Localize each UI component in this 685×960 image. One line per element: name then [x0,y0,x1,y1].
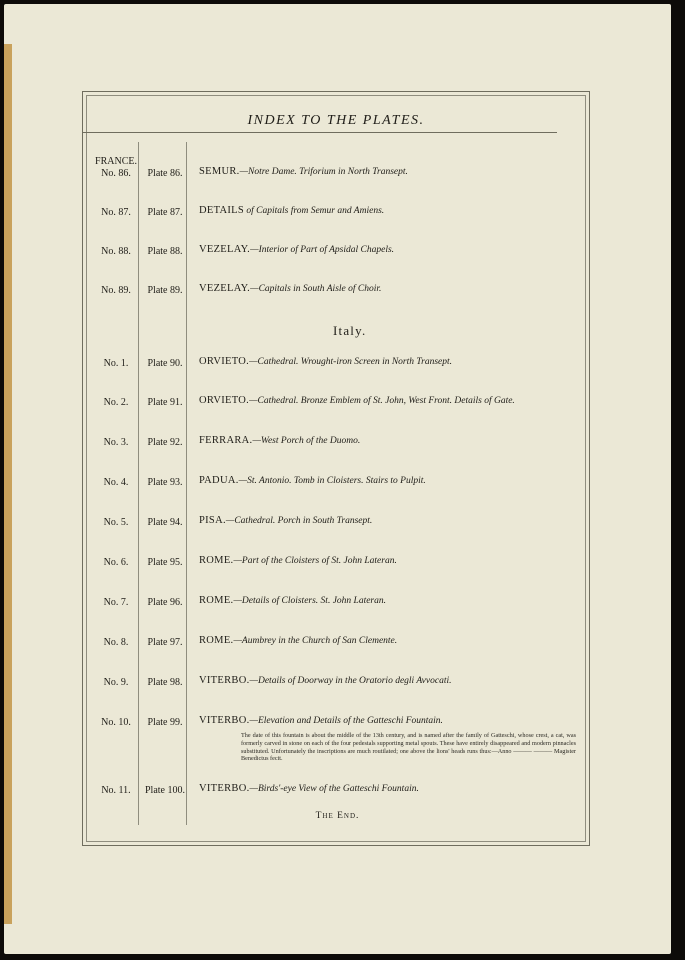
row-description [199,635,397,646]
row-description [199,395,515,406]
row-place: VITERBO. [199,783,250,794]
row-plate: Plate 96. [147,597,183,608]
index-row [4,433,671,453]
row-place: PISA. [199,515,226,526]
row-number: No. 10. [101,717,131,728]
row-place: SEMUR. [199,166,240,177]
row-detail: —Capitals in South Aisle of Choir. [250,284,382,294]
row-description [199,715,443,726]
index-row [4,633,671,653]
index-row [4,281,671,301]
row-description [199,205,384,216]
row-description [199,435,360,446]
row-number: No. 11. [101,785,131,796]
index-row [4,673,671,693]
row-detail: —Aumbrey in the Church of San Clemente. [233,636,398,646]
row-detail: —Cathedral. Wrought-iron Screen in North Transept. [249,357,453,367]
row-detail: —Notre Dame. Triforium in North Transept. [239,167,408,177]
row-number: No. 86. [101,168,131,179]
row-plate: Plate 92. [147,437,183,448]
row-plate: Plate 99. [147,717,183,728]
row-description [199,783,419,794]
row-plate: Plate 87. [147,207,183,218]
row-detail: —St. Antonio. Tomb in Cloisters. Stairs to Pulpit. [238,476,426,486]
row-place: ORVIETO. [199,356,250,367]
row-plate: Plate 95. [147,557,183,568]
title-rule [83,132,557,133]
row-detail: of Capitals from Semur and Amiens. [244,206,385,216]
row-description [199,283,381,294]
row-number: No. 6. [103,557,129,568]
row-place: VEZELAY. [199,283,251,294]
section-heading-italy: Italy. [333,323,367,338]
row-description [199,675,451,686]
row-place: ORVIETO. [199,395,250,406]
row-description [199,166,408,177]
row-place: ROME. [199,595,234,606]
index-row [4,473,671,493]
row-number: No. 1. [103,358,129,369]
row-plate: Plate 88. [147,246,183,257]
page-title: INDEX TO THE PLATES. [247,113,425,128]
row-description [199,475,426,486]
row-number: No. 4. [103,477,129,488]
row-description [199,244,394,255]
row-number: No. 87. [101,207,131,218]
book-page [4,4,671,954]
row-number: No. 9. [103,677,129,688]
row-detail: —Part of the Cloisters of St. John Lateran. [233,556,397,566]
row-detail: —Cathedral. Bronze Emblem of St. John, West Front. Details of Gate. [249,396,515,406]
row-place: PADUA. [199,475,239,486]
row-plate: Plate 89. [147,285,183,296]
row-number: No. 5. [103,517,129,528]
row-plate: Plate 100. [145,785,185,796]
row-number: No. 8. [103,637,129,648]
row-place: ROME. [199,635,234,646]
the-end-label: The End. [315,811,360,821]
row-description [199,595,386,606]
fountain-footnote: The date of this fountain is about the middle of the 13th century, and is named after the family of Gatteschi, whose crest, a cat, was formerly carved in stone on each of the four pedestals supporting metal spouts. These have entirely disappeared and modern pinnacles substituted. Unfortunately the inscriptions are much routilated; one above the lions' heads runs thus:—Anno ——— ——— Magister Benedictus fecit. [241,732,576,763]
row-place: ROME. [199,555,234,566]
row-detail: —Elevation and Details of the Gatteschi Fountain. [249,716,443,726]
row-place: VITERBO. [199,675,250,686]
row-place: DETAILS [199,205,245,216]
row-description [199,555,397,566]
row-plate: Plate 90. [147,358,183,369]
row-description [199,356,452,367]
row-number: No. 7. [103,597,129,608]
index-row [4,781,671,801]
section-label-france: FRANCE. [95,156,137,167]
row-plate: Plate 91. [147,397,183,408]
row-number: No. 2. [103,397,129,408]
row-plate: Plate 97. [147,637,183,648]
index-row [4,593,671,613]
row-plate: Plate 98. [147,677,183,688]
row-detail: —Details of Cloisters. St. John Lateran. [233,596,387,606]
index-row [4,513,671,533]
row-plate: Plate 94. [147,517,183,528]
row-description [199,515,372,526]
row-number: No. 88. [101,246,131,257]
index-row [4,242,671,262]
index-row [4,164,671,184]
row-place: VEZELAY. [199,244,251,255]
row-detail: —Birds'-eye View of the Gatteschi Fountain. [249,784,419,794]
row-detail: —Cathedral. Porch in South Transept. [225,516,373,526]
index-row [4,393,671,413]
row-plate: Plate 93. [147,477,183,488]
row-detail: —West Porch of the Duomo. [252,436,361,446]
index-row [4,203,671,223]
index-row [4,354,671,374]
row-place: VITERBO. [199,715,250,726]
row-detail: —Details of Doorway in the Oratorio degli Avvocati. [249,676,452,686]
index-row [4,713,671,733]
index-row [4,553,671,573]
row-place: FERRARA. [199,435,253,446]
row-plate: Plate 86. [147,168,183,179]
row-detail: —Interior of Part of Apsidal Chapels. [250,245,395,255]
row-number: No. 89. [101,285,131,296]
row-number: No. 3. [103,437,129,448]
